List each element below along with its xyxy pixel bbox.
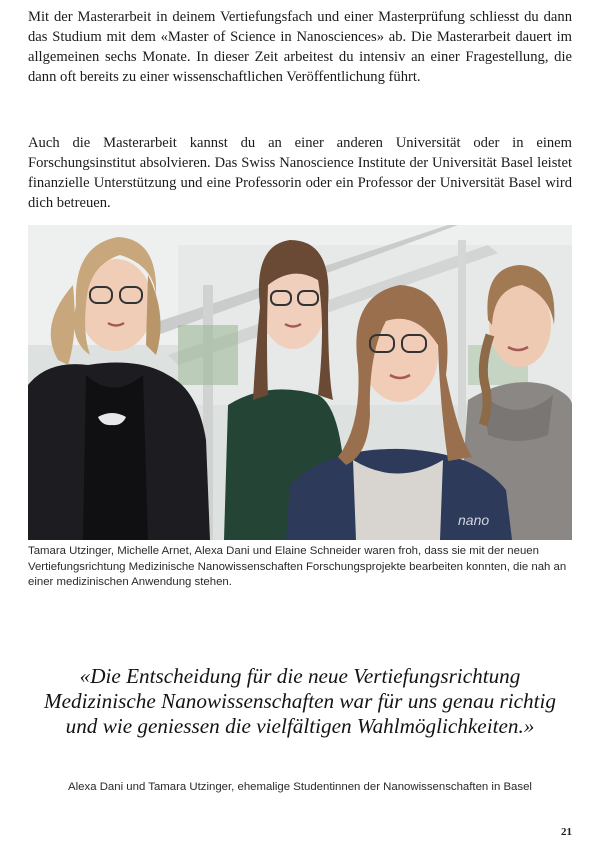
group-photo <box>28 225 572 540</box>
pull-quote: «Die Entscheidung für die neue Vertiefungsrichtung Medizinische Nanowissenschaften war für uns genau richtig und wie geniessen die vielfältigen Wahlmöglichkeiten.» <box>43 664 556 738</box>
quote-attribution: Alexa Dani und Tamara Utzinger, ehemalige Studentinnen der Nanowissenschaften in Basel <box>68 781 532 793</box>
photo-caption: Tamara Utzinger, Michelle Arnet, Alexa Dani und Elaine Schneider waren froh, dass sie mit der neuen Vertiefungsrichtung Medizinische Nanowissenschaften Forschungsprojekte bearbeiten konnten, die nah an einer medizinischen Anwendung stehen. <box>28 545 567 588</box>
page-number: 21 <box>561 826 572 838</box>
svg-text:nano: nano <box>458 512 490 528</box>
body-paragraph-1: Mit der Masterarbeit in deinem Vertiefungsfach und einer Masterprüfung schliesst du dann das Studium mit dem «Master of Science in Nanosciences» ab. Die Masterarbeit dauert im allgemeinen sechs Monate. In dieser Zeit arbeitest du intensiv an einer Fragestellung, die dann oft bereits zu einer wissenschaftlichen Veröffentlichung führt. <box>28 9 572 85</box>
body-paragraph-2: Auch die Masterarbeit kannst du an einer anderen Universität oder in einem Forschungsinstitut absolvieren. Das Swiss Nanoscience Institute der Universität Basel leistet finanzielle Unterstützung und eine Professorin oder ein Professor der Universität Basel wird dich betreuen. <box>28 135 572 211</box>
